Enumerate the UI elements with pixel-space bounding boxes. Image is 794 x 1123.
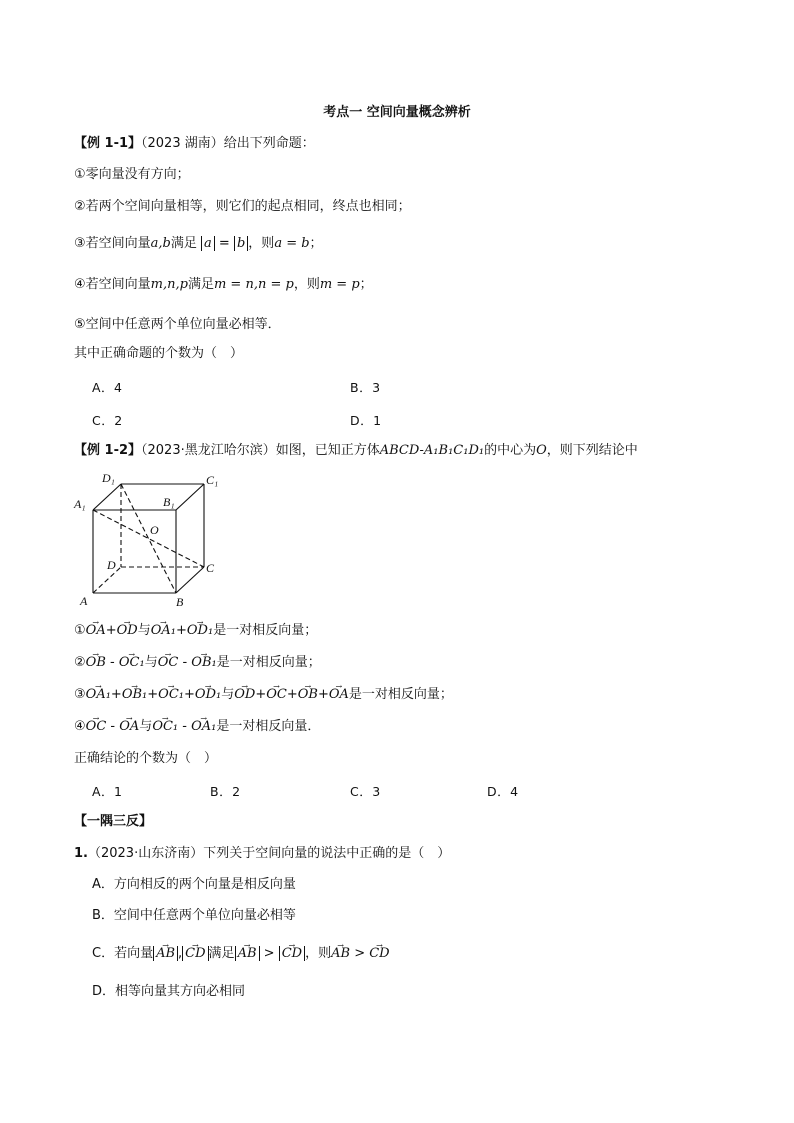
section-heading: 【一隅三反】 [74,814,153,829]
question: 正确结论的个数为（ ） [74,751,218,766]
edge-b1-c1 [176,484,204,510]
label-b: B [176,595,184,609]
example-source: （2023 湖南）给出下列命题： [141,136,315,151]
vector: → OA₁ [191,719,216,734]
proposition-2: ②若两个空间向量相等，则它们的起点相同，终点也相同； [74,199,411,214]
vector: → OA₁ [151,623,176,638]
vector: → CD [369,946,389,961]
vectors-mnp: m,n,p [150,277,188,292]
vector: → OB [86,655,106,670]
condition: m = n,n = p [213,277,294,292]
vector: → CD [182,946,208,961]
proposition-4: ④若空间向量m,n,p满足m = n,n = p，则m = p； [74,277,373,292]
vector: → OC₁ [152,719,178,734]
page-title: 考点一 空间向量概念辨析 [323,105,471,120]
vector: → OA₁ [86,687,111,702]
vector: → OA [329,687,349,702]
edge-a1-d1 [93,484,121,510]
example-1-1-header [74,135,315,153]
option-c[interactable]: C．若向量→ AB ,→ CD 满足→ AB > → CD ，则→ AB > → CD [92,945,390,963]
option-c[interactable]: C．2 [92,413,123,428]
vector: → AB [153,946,178,961]
vector: → OC [86,719,107,734]
vector: → OA [119,719,139,734]
statement-3: ③→ OA₁+→ OB₁+→ OC₁+→ OD₁与→ OD+→ OC+→ OB+→ OA是一对相反向量； [74,686,453,704]
question: 其中正确命题的个数为（ ） [74,346,244,361]
vector: → OD [117,623,138,638]
statement-4: ④→ OC - → OA与→ OC₁ - → OA₁是一对相反向量． [74,718,320,736]
option-b[interactable]: B．空间中任意两个单位向量必相等 [92,908,296,923]
option-d[interactable]: D．相等向量其方向必相同 [92,984,246,999]
abs-a: a [201,236,215,251]
problem-number: 1. [74,846,88,861]
center-label: O [536,443,547,458]
vector: → OD₁ [187,623,213,638]
vector: → OB₁ [122,687,147,702]
statement-2: ②→ OB - → OC₁与→ OC - → OB₁是一对相反向量； [74,654,321,672]
vector-ab: a,b [150,236,171,251]
label-o: O [150,523,159,537]
label-d1: D₁ [102,471,115,485]
vector: → OB₁ [191,655,216,670]
abs-b: b [234,236,248,251]
label-b1: B₁ [163,495,175,509]
vector: → OC₁ [119,655,145,670]
statement-1: ①→ OA+→ OD与→ OA₁+→ OD₁是一对相反向量； [74,622,317,640]
vector: → OD [234,687,255,702]
label-a1: A₁ [74,497,86,511]
option-b[interactable]: B．2 [210,784,241,799]
option-d[interactable]: D．1 [350,413,382,428]
vector: → OB [298,687,318,702]
label-a: A [80,594,88,608]
conclusion: m = p [319,277,360,292]
vector: → OC [266,687,287,702]
example-label: 【例 1-1】 [74,136,142,151]
vector: → OC [158,655,179,670]
option-b[interactable]: B．3 [350,380,381,395]
problem-1: 1.（2023·山东济南）下列关于空间向量的说法中正确的是（ ） [74,846,451,861]
edge-b-c [176,567,204,593]
example-1-2-header: 【例 1-2】（2023·黑龙江哈尔滨）如图，已知正方体ABCD-A₁B₁C₁D₁的中心为O，则下列结论中 [74,443,638,458]
cube-name: ABCD-A₁B₁C₁D₁ [379,443,485,458]
cube-figure [70,468,230,610]
label-d: D [107,558,116,572]
proposition-3: ③若空间向量a,b满足 a = b ，则a = b； [74,236,323,251]
label-c: C [206,561,215,575]
option-a[interactable]: A．4 [92,380,123,395]
vector: → OA [86,623,106,638]
vector: → OC₁ [158,687,184,702]
option-a[interactable]: A．1 [92,784,123,799]
vector: → OD₁ [195,687,221,702]
vector: → CD [279,946,305,961]
vector: → AB [235,946,260,961]
option-a[interactable]: A．方向相反的两个向量是相反向量 [92,877,296,892]
proposition-5: ⑤空间中任意两个单位向量必相等． [74,317,281,332]
label-c1: C₁ [206,473,219,487]
vector: → AB [331,946,350,961]
option-d[interactable]: D．4 [487,784,519,799]
option-c[interactable]: C．3 [350,784,381,799]
equation: a = b [274,236,310,251]
example-label: 【例 1-2】 [74,443,142,458]
proposition-1: ①零向量没有方向； [74,167,190,182]
